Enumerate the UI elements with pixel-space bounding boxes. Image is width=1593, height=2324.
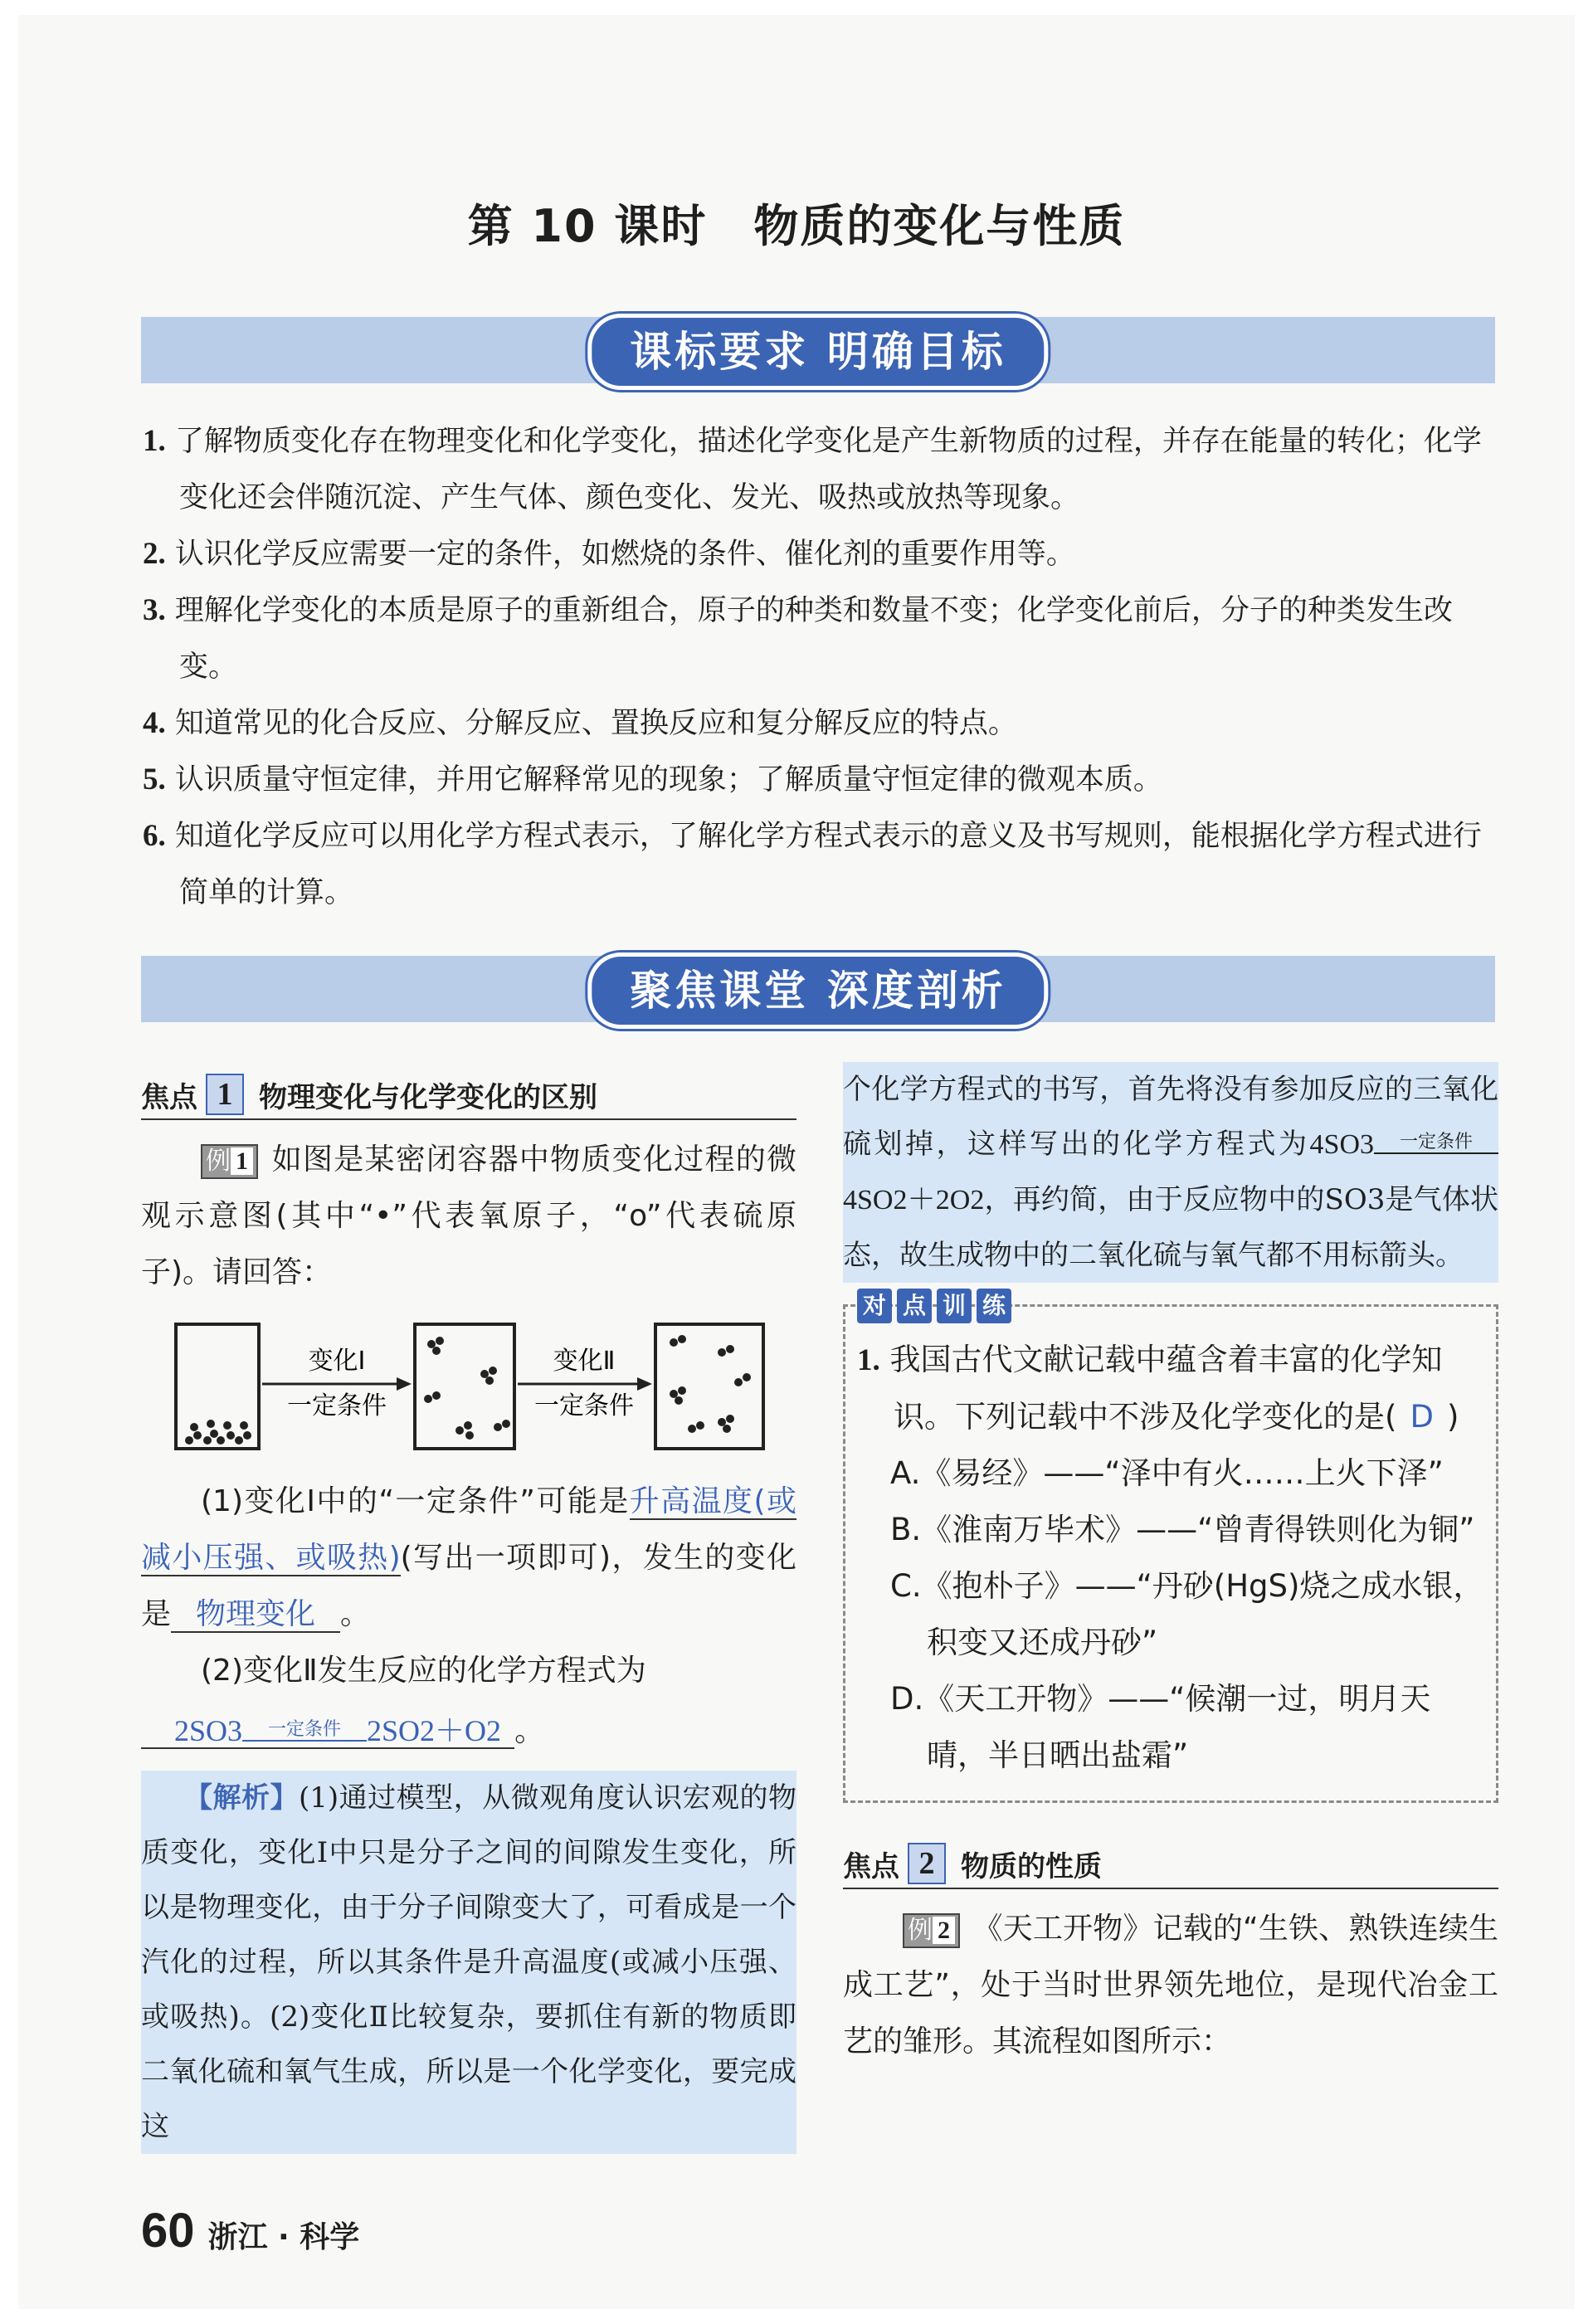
analysis-continued: 个化学方程式的书写，首先将没有参加反应的三氧化硫划掉，这样写出的化学方程式为4SO3 一定条件 4SO2＋2O2，再约简，由于反应物中的SO3是气体状态，故生成物中的二氧化硫与氧气都不用标箭头。 [843,1062,1498,1283]
focus-label: 焦点 [141,1080,197,1114]
focus-label: 焦点 [843,1849,899,1883]
example-1-text: 例 1 如图是某密闭容器中物质变化过程的微观示意图(其中“•”代表氧原子，“o”代表硫原子)。请回答： [141,1143,796,1289]
container-1 [176,1324,259,1449]
footer-subject: 浙江 · 科学 [207,2220,360,2254]
example-tag: 例 1 [201,1144,258,1179]
option-c: C.《抱朴子》——“丹砂(HgS)烧之成水银，积变又还成丹砂” [890,1568,1484,1660]
left-column [141,1070,796,2154]
example-1-question-1: (1)变化Ⅰ中的“一定条件”可能是升高温度(或减小压强、或吸热)(写出一项即可)，发生的变化是 物理变化 。 [141,1484,797,1631]
objective-item: 6. 知道化学反应可以用化学方程式表示，了解化学方程式表示的意义及书写规则，能根据化学方程式进行简单的计算。 [143,819,1482,909]
focus-title: 物理变化与化学变化的区别 [259,1080,597,1114]
training-header: 对 点 训 练 [857,1289,1486,1323]
objective-item: 1. 了解物质变化存在物理变化和化学变化，描述化学变化是产生新物质的过程，并存在能量的转化；化学变化还会伴随沉淀、产生气体、颜色变化、发光、吸热或放热等现象。 [143,424,1482,514]
option-a: A.《易经》——“泽中有火……上火下泽” [890,1455,1444,1491]
example-tag: 例 2 [903,1913,960,1948]
change-2-label: 变化Ⅱ [553,1347,616,1376]
answer-equation: 2SO3 一定条件 2SO2＋O2 [141,1714,514,1749]
objective-item: 3. 理解化学变化的本质是原子的重新组合，原子的种类和数量不变；化学变化前后，分子的种类发生改变。 [143,593,1453,684]
focus-2-header [843,1839,1498,1889]
page-footer [141,2203,359,2258]
focus-number: 1 [206,1074,244,1115]
option-d: D.《天工开物》——“候潮一过，明月天晴，半日晒出盐霜” [890,1681,1431,1773]
training-box [843,1292,1498,1803]
objectives-list [143,413,1503,921]
objective-item: 2. 认识化学反应需要一定的条件，如燃烧的条件、催化剂的重要作用等。 [143,537,1075,571]
focus-title: 物质的性质 [961,1849,1102,1883]
banner-objectives [141,317,1495,383]
micro-diagram [141,1319,796,1469]
training-question: 1. 我国古代文献记载中蕴含着丰富的化学知识。下列记载中不涉及化学变化的是( D ) [857,1342,1459,1435]
answer-1: 升高温度(或减小压强、或吸热) [141,1484,796,1575]
focus-number: 2 [908,1843,946,1884]
banner-focus-label: 聚焦课堂 深度剖析 [587,952,1048,1029]
option-b: B.《淮南万毕术》——“曾青得铁则化为铜” [890,1512,1475,1547]
change-1-label: 变化Ⅰ [308,1347,366,1376]
objective-item: 4. 知道常见的化合反应、分解反应、置换反应和复分解反应的特点。 [143,706,1017,740]
condition-2-label: 一定条件 [534,1391,634,1420]
banner-objectives-label: 课标要求 明确目标 [587,314,1048,390]
molecules-1 [185,1420,251,1445]
banner-focus [141,956,1495,1022]
page-title: 第 10 课时 物质的变化与性质 [467,200,1126,252]
analysis-equation: 4SO3 一定条件 4SO2＋2O2 [843,1129,1498,1216]
condition-1-label: 一定条件 [287,1391,387,1420]
focus-1-header [141,1070,796,1120]
answer-2: 物理变化 [171,1597,340,1633]
example-1-equation: 2SO3 一定条件 2SO2＋O2 。 [141,1703,796,1759]
example-1-question-2: (2)变化Ⅱ发生反应的化学方程式为 [201,1654,646,1688]
analysis-label: 【解析】 [184,1781,299,1815]
training-answer: D [1410,1399,1434,1435]
molecules-3 [670,1335,751,1433]
right-column [843,1062,1498,2070]
molecules-2 [424,1337,510,1440]
analysis-block: 【解析】(1)通过模型，从微观角度认识宏观的物质变化，变化Ⅰ中只是分子之间的间隙发生变化，所以是物理变化，由于分子间隙变大了，可看成是一个汽化的过程，所以其条件是升高温度(或减小压强、或吸热)。(2)变化Ⅱ比较复杂，要抓住有新的物质即二氧化硫和氧气生成，所以是一个化学变化，要完成这 [141,1771,796,2154]
page-number: 60 [141,2204,195,2258]
example-2-text: 例 2 《天工开物》记载的“生铁、熟铁连续生成工艺”，处于当时世界领先地位，是现代冶金工艺的雏形。其流程如图所示： [843,1912,1498,2058]
objective-item: 5. 认识质量守恒定律，并用它解释常见的现象；了解质量守恒定律的微观本质。 [143,762,1162,797]
